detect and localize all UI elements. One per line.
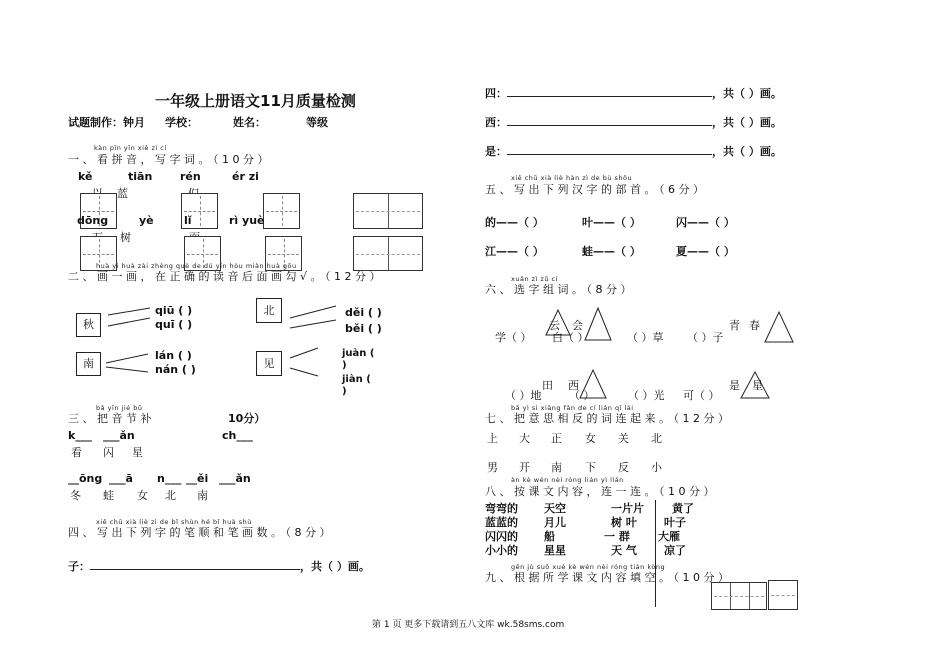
antonym-word[interactable]: 女 bbox=[585, 432, 596, 445]
q1-py-1: kě bbox=[78, 170, 93, 183]
page-title: 一年级上册语文11月质量检测 bbox=[155, 92, 356, 110]
q2-opt[interactable]: juàn ( bbox=[342, 348, 375, 359]
q2-heading: 二、画一画，在正确的读音后面画勾√。（12分） bbox=[68, 270, 385, 283]
radical-item[interactable]: 叶——（ ） bbox=[582, 216, 641, 229]
q5-heading: 五、写出下列汉字的部首。（6分） bbox=[485, 183, 708, 196]
name-label: 姓名： bbox=[233, 116, 266, 129]
divider-line bbox=[655, 500, 656, 607]
antonym-word[interactable]: 关 bbox=[618, 432, 629, 445]
antonym-word[interactable]: 大 bbox=[519, 432, 530, 445]
q1-py-2: tiān bbox=[128, 170, 153, 183]
q1-pinyin: kàn pīn yīn xiě zì cí bbox=[94, 144, 167, 152]
q3-blank[interactable]: k___ bbox=[68, 429, 92, 442]
q8-pinyin: àn kè wén nèi róng lián yì lián bbox=[511, 476, 624, 484]
stroke-count-tail: ，共（ ）画。 bbox=[712, 116, 782, 129]
school-label: 学校： bbox=[165, 116, 198, 129]
match-word[interactable]: 船 bbox=[544, 530, 555, 543]
antonym-word[interactable]: 正 bbox=[551, 432, 562, 445]
antonym-word[interactable]: 上 bbox=[487, 432, 498, 445]
q6-heading: 六、选字组词。（8分） bbox=[485, 283, 635, 296]
q6-option: 云 bbox=[549, 319, 560, 332]
q2-pinyin: huà yi huà zài zhèng què de dú yīn hòu miàn huà gōu bbox=[96, 262, 297, 270]
q3-char: 看 bbox=[71, 446, 82, 459]
q6-blank[interactable]: （ ）光 bbox=[628, 389, 665, 402]
page-footer: 第 1 页 更多下载请到五八文库 wk.58sms.com bbox=[372, 620, 565, 630]
q4-pinyin: xiě chū xià liè zì de bǐ shùn hé bǐ huà shù bbox=[96, 518, 252, 526]
q2-char-box: 北 bbox=[256, 298, 282, 323]
q1-py-5: dōng bbox=[77, 214, 109, 227]
stroke-count-tail: ，共（ ）画。 bbox=[300, 560, 370, 573]
q2-opt[interactable]: děi ( ) bbox=[345, 306, 382, 319]
q3-blank[interactable]: ___ǎn bbox=[103, 429, 135, 442]
q2-opt[interactable]: quī ( ) bbox=[155, 318, 193, 331]
q3-blank[interactable]: __ěi bbox=[186, 472, 209, 485]
answer-grid[interactable] bbox=[768, 580, 798, 610]
stroke-count-tail: ，共（ ）画。 bbox=[712, 145, 782, 158]
q2-opt-close: ) bbox=[342, 386, 347, 397]
radical-item[interactable]: 蛙——（ ） bbox=[582, 245, 641, 258]
q2-char-box: 秋 bbox=[76, 313, 101, 337]
q6-pinyin: xuǎn zì zǔ cí bbox=[511, 275, 558, 283]
antonym-word[interactable]: 北 bbox=[651, 432, 662, 445]
q6-blank[interactable]: 学（ ） bbox=[495, 331, 532, 344]
radical-item[interactable]: 夏——（ ） bbox=[676, 245, 735, 258]
q3-char: 冬 bbox=[70, 489, 81, 502]
match-word[interactable]: 弯弯的 bbox=[485, 502, 518, 515]
q3-blank[interactable]: ___ā bbox=[109, 472, 133, 485]
q6-option: 西 bbox=[568, 379, 579, 392]
q3-char: 蛙 bbox=[103, 489, 114, 502]
q3-blank[interactable]: ___ǎn bbox=[219, 472, 251, 485]
q3-char: 闪 bbox=[103, 446, 114, 459]
q2-opt-close: ) bbox=[342, 360, 347, 371]
q1-py-7: lǐ bbox=[184, 214, 192, 227]
q2-char-box: 南 bbox=[76, 352, 101, 376]
q3-blank[interactable]: ch___ bbox=[222, 429, 253, 442]
q8-heading: 八、按课文内容，连一连。（10分） bbox=[485, 485, 718, 498]
q7-pinyin: bǎ yì si xiāng fǎn de cí lián qǐ lái bbox=[511, 404, 634, 412]
q3-char: 南 bbox=[197, 489, 208, 502]
antonym-word[interactable]: 男 bbox=[487, 461, 498, 474]
author-label: 试题制作：钟月 bbox=[68, 116, 145, 129]
stroke-line-label: 西： bbox=[485, 116, 507, 129]
radical-item[interactable]: 江——（ ） bbox=[485, 245, 544, 258]
q6-option: 春 bbox=[749, 319, 760, 332]
q2-opt[interactable]: jiàn ( bbox=[342, 374, 371, 385]
q3-char: 女 bbox=[137, 489, 148, 502]
q6-blank[interactable]: 可（ ） bbox=[683, 389, 720, 402]
q1-heading: 一、看拼音，写字词。（10分） bbox=[68, 153, 272, 166]
antonym-word[interactable]: 小 bbox=[651, 461, 662, 474]
match-word[interactable]: 小小的 bbox=[485, 544, 518, 557]
stroke-line-label: 四： bbox=[485, 87, 507, 100]
q6-blank[interactable]: （ ）草 bbox=[627, 331, 664, 344]
q5-pinyin: xiě chū xià liè hàn zì de bù shǒu bbox=[511, 174, 633, 182]
q1-char-2: 蓝 bbox=[117, 187, 128, 200]
match-word[interactable]: 一片片 bbox=[611, 502, 644, 515]
q2-opt[interactable]: nán ( ) bbox=[155, 363, 196, 376]
q1-py-4: ér zi bbox=[232, 170, 259, 183]
q6-option: 田 bbox=[542, 379, 553, 392]
q6-blank[interactable]: （ ）子 bbox=[687, 331, 724, 344]
antonym-word[interactable]: 南 bbox=[551, 461, 562, 474]
radical-item[interactable]: 的——（ ） bbox=[485, 216, 544, 229]
match-word[interactable]: 凉了 bbox=[664, 544, 686, 557]
answer-grid[interactable] bbox=[711, 582, 767, 610]
q1-char-5: 树 bbox=[120, 231, 131, 244]
q4-heading: 四、写出下列字的笔顺和笔画数。（8分） bbox=[68, 526, 334, 539]
q2-opt[interactable]: qiū ( ) bbox=[155, 304, 193, 317]
q1-py-6: yè bbox=[139, 214, 154, 227]
radical-item[interactable]: 闪——（ ） bbox=[676, 216, 735, 229]
q3-pinyin: bǎ yīn jié bǔ bbox=[96, 404, 143, 412]
stroke-count-tail: ，共（ ）画。 bbox=[712, 87, 782, 100]
q3-blank[interactable]: n___ bbox=[157, 472, 182, 485]
grade-label: 等级 bbox=[306, 116, 328, 129]
antonym-word[interactable]: 反 bbox=[618, 461, 629, 474]
antonym-word[interactable]: 开 bbox=[519, 461, 530, 474]
match-word[interactable]: 大雁 bbox=[658, 530, 680, 543]
antonym-word[interactable]: 下 bbox=[585, 461, 596, 474]
q3-score: 10分） bbox=[228, 412, 266, 425]
q9-heading: 九、根据所学课文内容填空。（10分） bbox=[485, 571, 733, 584]
match-word[interactable]: 叶子 bbox=[664, 516, 686, 529]
q6-option: 青 bbox=[729, 319, 740, 332]
q6-blank[interactable]: （ ） bbox=[569, 389, 595, 402]
stroke-line-label: 子： bbox=[68, 560, 90, 573]
match-word[interactable]: 树 叶 bbox=[611, 516, 637, 529]
q9-pinyin: gēn jù suǒ xué kè wén nèi róng tián kòng bbox=[511, 563, 666, 571]
q2-char-box: 见 bbox=[256, 351, 282, 376]
match-word[interactable]: 闪闪的 bbox=[485, 530, 518, 543]
match-word[interactable]: 一 群 bbox=[604, 530, 630, 543]
q6-blank[interactable]: 白（ ） bbox=[552, 331, 589, 344]
match-word[interactable]: 天空 bbox=[544, 502, 566, 515]
q2-opt[interactable]: lán ( ) bbox=[155, 349, 192, 362]
q3-blank[interactable]: __ōng bbox=[68, 472, 103, 485]
q3-heading: 三、把音节补 bbox=[68, 412, 155, 425]
q2-opt[interactable]: běi ( ) bbox=[345, 322, 382, 335]
q6-option: 星 bbox=[752, 379, 763, 392]
q3-char: 北 bbox=[165, 489, 176, 502]
q1-py-3: rén bbox=[180, 170, 201, 183]
q6-blank[interactable]: （ ）地 bbox=[505, 389, 542, 402]
q1-py-8: rì yuè bbox=[229, 214, 265, 227]
match-word[interactable]: 黄了 bbox=[672, 502, 694, 515]
q6-option: 会 bbox=[572, 319, 583, 332]
match-word[interactable]: 月儿 bbox=[544, 516, 566, 529]
stroke-line-label: 是： bbox=[485, 145, 507, 158]
match-word[interactable]: 星星 bbox=[544, 544, 566, 557]
match-word[interactable]: 天 气 bbox=[611, 544, 637, 557]
q6-option: 是 bbox=[729, 379, 740, 392]
q3-char: 星 bbox=[132, 446, 143, 459]
match-word[interactable]: 蓝蓝的 bbox=[485, 516, 518, 529]
q7-heading: 七、把意思相反的词连起来。（12分） bbox=[485, 412, 733, 425]
